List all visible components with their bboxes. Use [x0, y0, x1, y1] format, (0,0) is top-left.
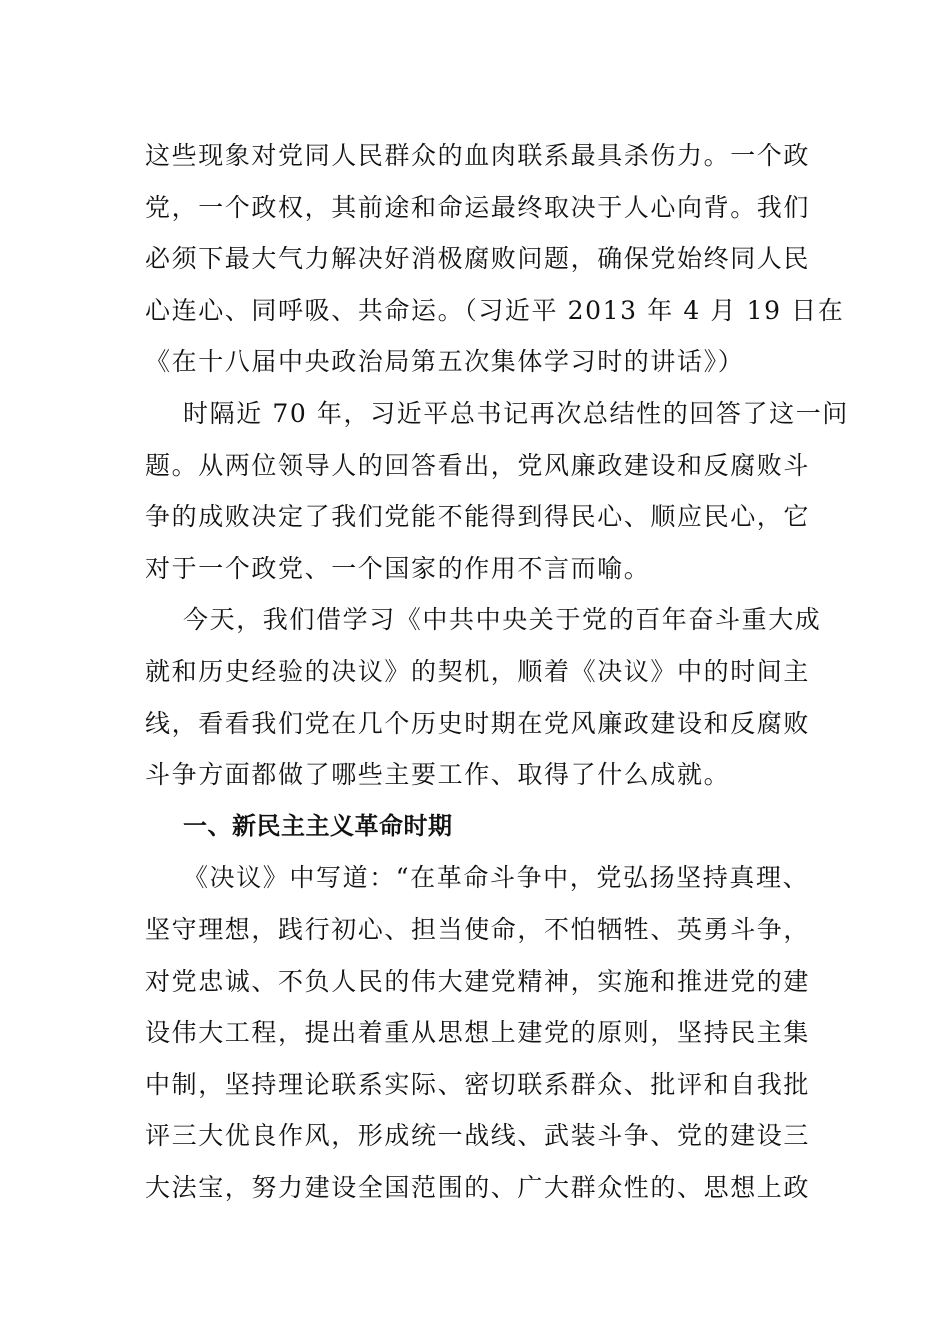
section-heading: 一、新民主主义革命时期	[183, 811, 453, 840]
text-line: 坚守理想，践行初心、担当使命，不怕牺牲、英勇斗争，	[145, 914, 811, 944]
text-line: 这些现象对党同人民群众的血肉联系最具杀伤力。一个政	[145, 141, 811, 170]
text-line: 题。从两位领导人的回答看出，党风廉政建设和反腐败斗	[145, 450, 811, 480]
text-line: 《决议》中写道：“在革命斗争中，党弘扬坚持真理、	[183, 863, 810, 893]
paragraph-resolution-quote	[145, 852, 810, 1213]
text-line: 心连心、同呼吸、共命运。（习近平 2013 年 4 月 19 日在	[145, 295, 845, 325]
text-line: 党，一个政权，其前途和命运最终取决于人心向背。我们	[145, 192, 811, 222]
text-line: 必须下最大气力解决好消极腐败问题，确保党始终同人民	[145, 244, 811, 274]
text-line: 对党忠诚、不负人民的伟大建党精神，实施和推进党的建	[145, 966, 811, 996]
text-line: 中制，坚持理论联系实际、密切联系群众、批评和自我批	[145, 1069, 811, 1099]
text-line: 就和历史经验的决议》的契机，顺着《决议》中的时间主	[145, 656, 811, 686]
text-line: 《在十八届中央政治局第五次集体学习时的讲话》）	[145, 347, 745, 377]
text-line: 对于一个政党、一个国家的作用不言而喻。	[145, 553, 651, 583]
text-line: 设伟大工程，提出着重从思想上建党的原则，坚持民主集	[145, 1018, 811, 1048]
paragraph-continued	[145, 130, 845, 388]
text-line: 时隔近 70 年，习近平总书记再次总结性的回答了这一问	[183, 398, 849, 428]
text-line: 争的成败决定了我们党能不能得到得民心、顺应民心，它	[145, 502, 811, 532]
text-line: 线，看看我们党在几个历史时期在党风廉政建设和反腐败	[145, 708, 811, 738]
text-line: 今天，我们借学习《中共中央关于党的百年奋斗重大成	[183, 605, 822, 635]
document-page	[145, 130, 849, 1213]
text-line: 大法宝，努力建设全国范围的、广大群众性的、思想上政	[145, 1172, 811, 1202]
paragraph-today	[145, 594, 822, 800]
paragraph-time-interval	[145, 388, 849, 594]
text-line: 评三大优良作风，形成统一战线、武装斗争、党的建设三	[145, 1121, 811, 1151]
text-line: 斗争方面都做了哪些主要工作、取得了什么成就。	[145, 760, 731, 790]
